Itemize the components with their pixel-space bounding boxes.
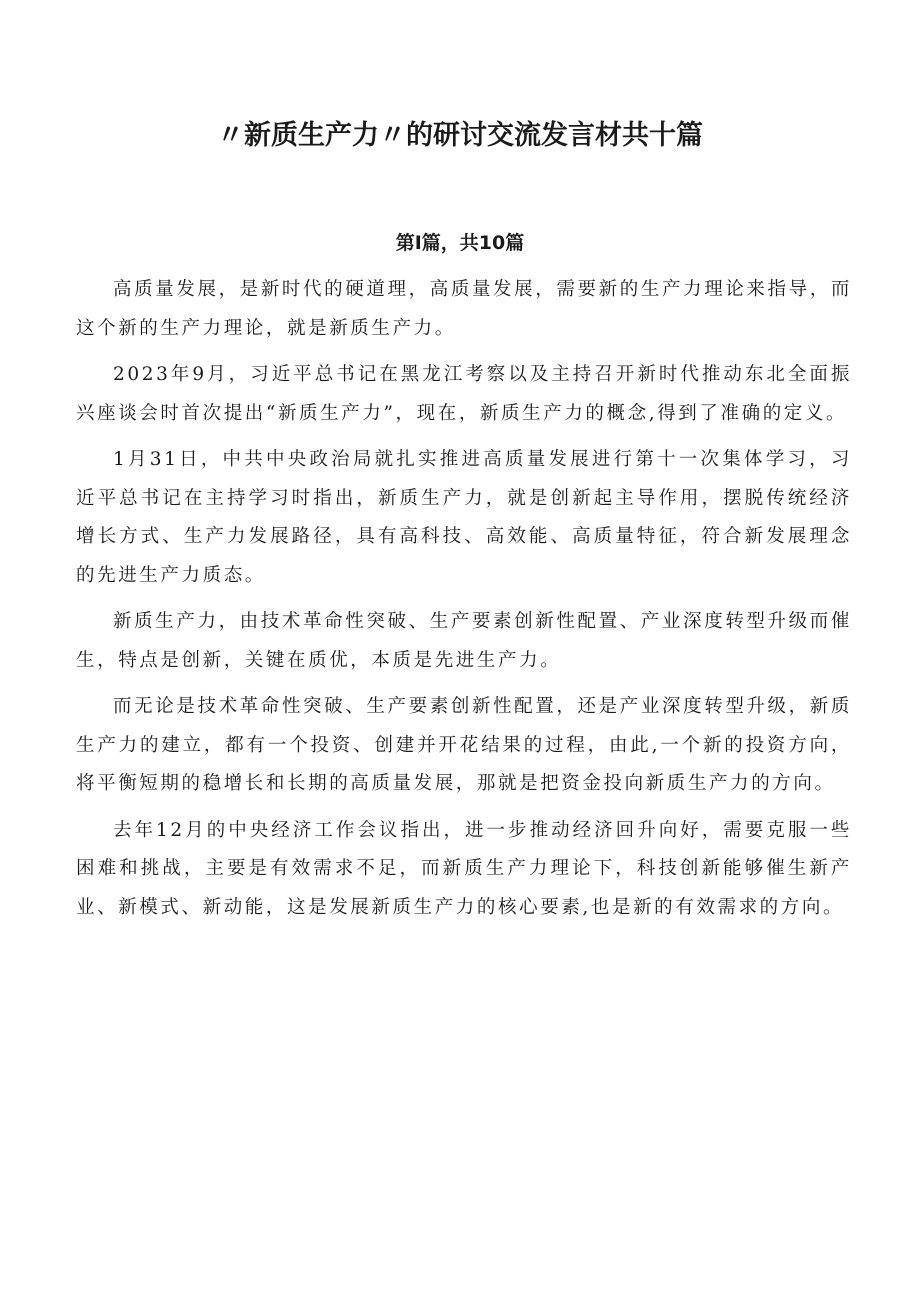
paragraph: 新质生产力，由技术革命性突破、生产要素创新性配置、产业深度转型升级而催生，特点是创新，关键在质优，本质是先进生产力。 [76,611,852,671]
document-title: 〃新质生产力〃的研讨交流发言材共十篇 [217,120,703,151]
paragraph: 高质量发展，是新时代的硬道理，高质量发展，需要新的生产力理论来指导，而这个新的生产力理论，就是新质生产力。 [76,279,852,339]
paragraph: 1月31日，中共中央政治局就扎实推进高质量发展进行第十一次集体学习，习近平总书记在主持学习时指出，新质生产力，就是创新起主导作用，摆脱传统经济增长方式、生产力发展路径，具有高科技、高效能、高质量特征，符合新发展理念的先进生产力质态。 [76,449,852,586]
section-heading: 第Ⅰ篇，共10篇 [395,232,525,254]
paragraph: 去年12月的中央经济工作会议指出，进一步推动经济回升向好，需要克服一些困难和挑战，主要是有效需求不足，而新质生产力理论下，科技创新能够催生新产业、新模式、新动能，这是发展新质生产力的核心要素,也是新的有效需求的方向。 [76,819,852,918]
paragraph: 2023年9月，习近平总书记在黑龙江考察以及主持召开新时代推动东北全面振兴座谈会时首次提出“新质生产力”，现在，新质生产力的概念,得到了准确的定义。 [76,364,852,424]
paragraph: 而无论是技术革命性突破、生产要素创新性配置，还是产业深度转型升级，新质生产力的建立，都有一个投资、创建并开花结果的过程，由此,一个新的投资方向，将平衡短期的稳增长和长期的高质量发展，那就是把资金投向新质生产力的方向。 [76,696,852,794]
document-body [76,271,852,935]
